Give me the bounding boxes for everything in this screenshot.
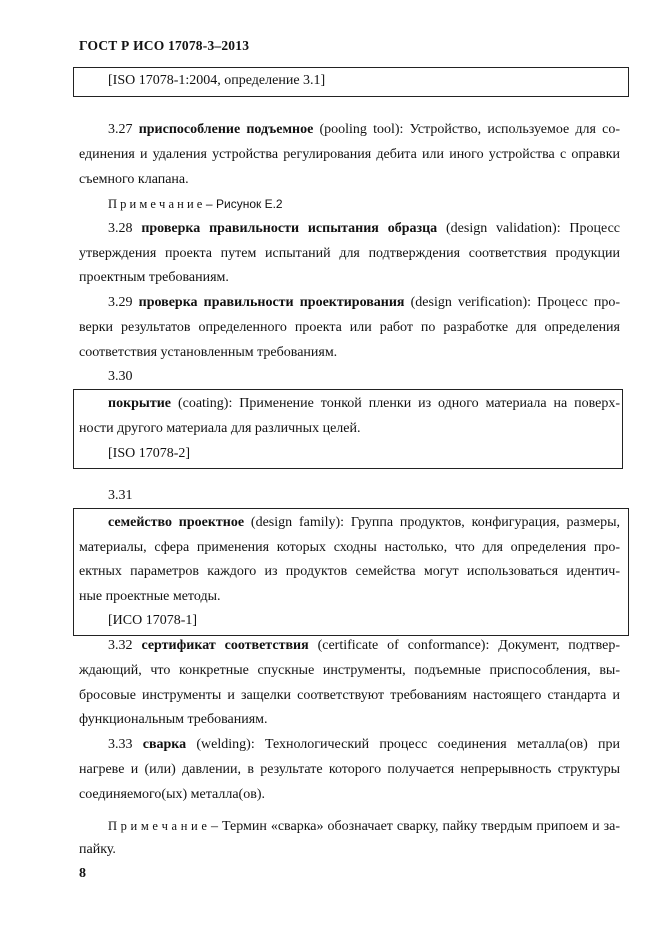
term-3-32-title: сертификат соответствия (141, 638, 309, 653)
term-3-31-line-4: ные проектные методы. (79, 589, 221, 604)
term-3-29-line-3: соответствия установленным требованиям. (79, 345, 338, 360)
page-number: 8 (79, 866, 86, 881)
term-3-31-line-2: материалы, сфера применения которых сходны настолько, что для определения про- (79, 540, 620, 555)
note-welding-line-2: пайку. (79, 842, 116, 857)
term-3-32-line-4: функциональным требованиям. (79, 712, 268, 727)
term-3-30-number: 3.30 (108, 369, 133, 384)
term-3-30-title: покрытие (108, 396, 172, 411)
term-3-27-definition-start: (pooling tool): Устройство, используемое для со- (319, 122, 621, 137)
term-3-30-line-1 (108, 395, 620, 413)
term-3-33-title: сварка (142, 737, 187, 752)
term-3-29-line-1 (108, 294, 620, 312)
term-3-32-line-1 (108, 637, 620, 655)
term-3-31-reference: [ИСО 17078-1] (108, 613, 198, 628)
term-3-30-definition-start: (coating): Применение тонкой пленки из одного материала на поверх- (177, 396, 620, 411)
term-3-27-line-3: съемного клапана. (79, 172, 189, 187)
term-3-28-line-2: утверждения проекта путем испытаний для подтверждения соответствия продукции (79, 246, 620, 261)
term-3-28-number: 3.28 (108, 221, 133, 236)
term-3-28-line-3: проектным требованиям. (79, 270, 229, 285)
term-3-29-line-2: верки результатов определенного проекта или работ по разработке для определения (79, 320, 620, 335)
term-3-31-line-3: ектных параметров каждого из продуктов семейства могут использоваться идентич- (79, 564, 620, 579)
term-3-27-line-1 (108, 121, 620, 139)
term-3-32-definition-start: (certificate of conformance): Документ, подтвер- (317, 638, 621, 653)
term-3-33-number: 3.33 (108, 737, 133, 752)
note-dash: – (205, 197, 213, 211)
note-label: П р и м е ч а н и е (108, 197, 203, 211)
term-3-29-definition-start: (design verification): Процесс про- (410, 295, 621, 310)
term-3-32-number: 3.32 (108, 638, 133, 653)
note-welding-label: П р и м е ч а н и е (108, 819, 207, 833)
term-3-28-line-1 (108, 220, 620, 238)
term-3-32-line-2: ждающий, что конкретные спускные инструменты, подъемные приспособления, вы- (79, 663, 620, 678)
term-3-28-title: проверка правильности испытания образца (141, 221, 438, 236)
term-3-27-number: 3.27 (108, 122, 133, 137)
term-3-29-number: 3.29 (108, 295, 133, 310)
term-3-28-definition-start: (design validation): Процесс (446, 221, 621, 236)
term-3-27-title: приспособление подъемное (138, 122, 314, 137)
document-header: ГОСТ Р ИСО 17078-3–2013 (79, 38, 250, 53)
term-3-33-line-2: нагреве и (или) давлении, в результате которого получается непрерывность структуры (79, 762, 620, 777)
reference-top: [ISO 17078-1:2004, определение 3.1] (108, 73, 326, 88)
note-welding-text: Термин «сварка» обозначает сварку, пайку твердым припоем и за- (221, 819, 621, 834)
term-3-27-line-2: единения и удаления устройства регулирования дебита или иного устройства с оправки (79, 147, 620, 162)
term-3-29-title: проверка правильности проектирования (138, 295, 405, 310)
term-3-32-line-3: бросовые инструменты и защелки соответствуют требованиям настоящего стандарта и (79, 688, 620, 703)
term-3-30-reference: [ISO 17078-2] (108, 446, 191, 461)
note-text: Рисунок Е.2 (216, 197, 283, 211)
term-3-31-definition-start: (design family): Группа продуктов, конфигурация, размеры, (250, 515, 621, 530)
term-3-33-line-1 (108, 736, 620, 754)
term-3-31-line-1 (108, 514, 620, 532)
term-3-30-line-2: ности другого материала для различных целей. (79, 421, 361, 436)
term-3-33-line-3: соединяемого(ых) металла(ов). (79, 787, 265, 802)
term-3-31-title: семейство проектное (108, 515, 245, 530)
note-welding-dash: – (210, 819, 218, 834)
term-3-33-definition-start: (welding): Технологический процесс соединения металла(ов) при (196, 737, 620, 752)
term-3-31-number: 3.31 (108, 488, 133, 503)
note-welding-line-1 (108, 817, 620, 836)
note-figure-ref (108, 195, 283, 214)
